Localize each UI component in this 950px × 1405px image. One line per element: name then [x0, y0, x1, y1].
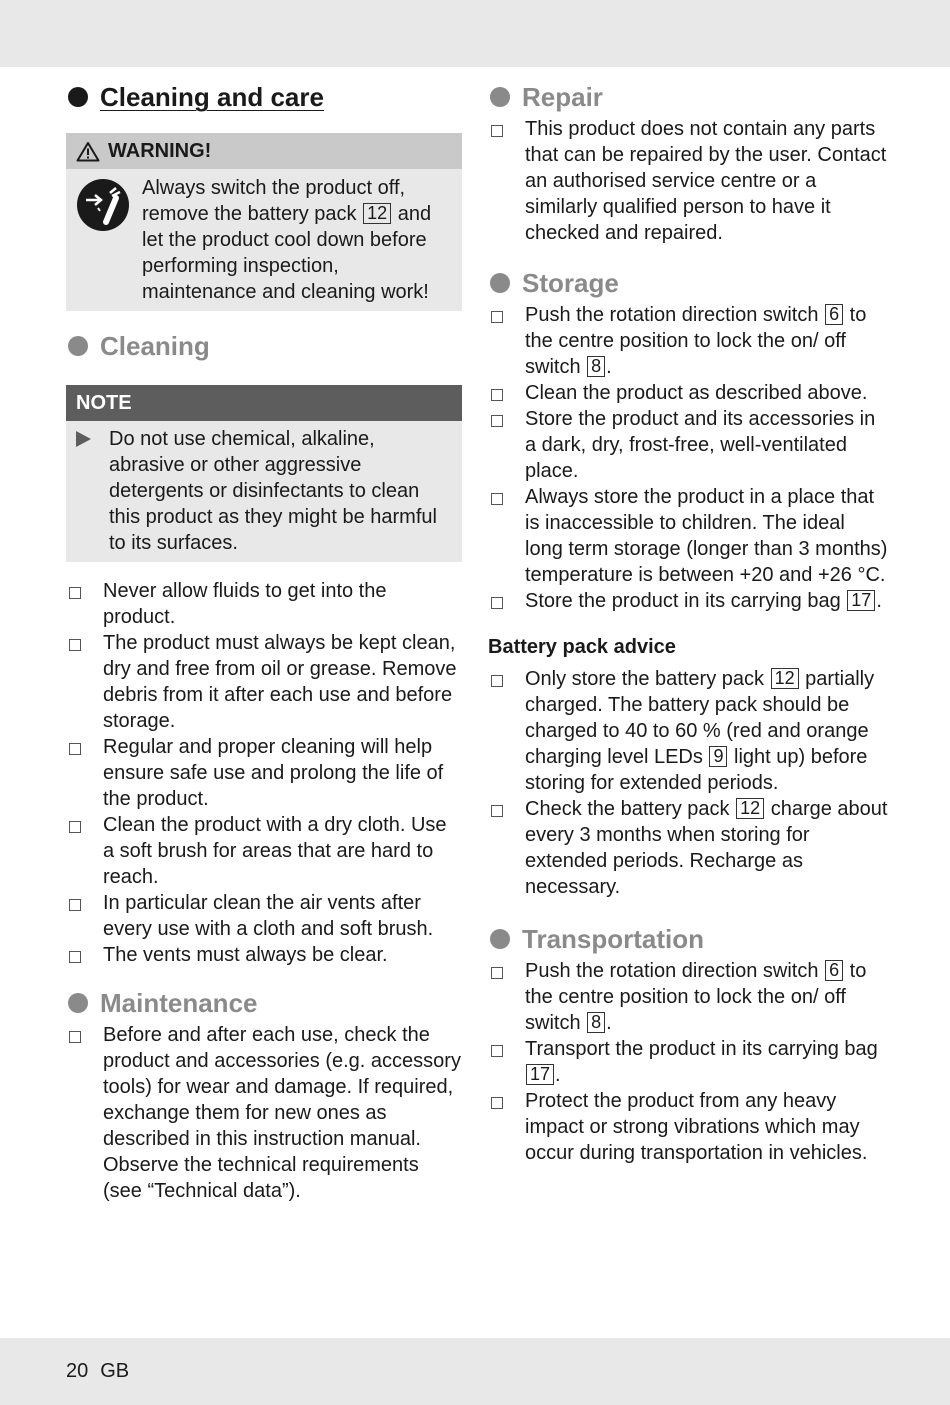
battery-list	[488, 666, 888, 900]
bullet-dot-icon	[68, 993, 88, 1013]
list-item: Push the rotation direction switch 6 to the centre position to lock the on/ off switch 8 .	[488, 302, 888, 380]
repair-list	[488, 116, 888, 246]
transport-list	[488, 958, 888, 1166]
list-item: Transport the product in its carrying bag 17 .	[488, 1036, 888, 1088]
list-item: The product must always be kept clean, dry and free from oil or grease. Remove debris from it after each use and before storage.	[66, 630, 462, 734]
part-ref: 12	[363, 203, 391, 224]
checkbox-bullet-icon	[491, 675, 503, 687]
checkbox-bullet-icon	[491, 493, 503, 505]
part-ref: 9	[709, 746, 727, 767]
maintenance-list	[66, 1022, 462, 1204]
left-column	[66, 78, 462, 1204]
checkbox-bullet-icon	[491, 967, 503, 979]
checkbox-bullet-icon	[69, 587, 81, 599]
storage-list	[488, 302, 888, 614]
warning-title: WARNING!	[108, 139, 212, 162]
warning-text: Always switch the product off, remove the battery pack 12 and let the product cool down before performing inspection, maintenance and cleaning work!	[142, 177, 432, 303]
checkbox-bullet-icon	[491, 125, 503, 137]
bullet-dot-icon	[68, 87, 88, 107]
checkbox-bullet-icon	[69, 743, 81, 755]
bullet-dot-icon	[490, 929, 510, 949]
warning-header	[66, 133, 462, 169]
checkbox-bullet-icon	[69, 639, 81, 651]
checkbox-bullet-icon	[491, 597, 503, 609]
checkbox-bullet-icon	[491, 389, 503, 401]
unplug-power-icon	[76, 178, 130, 232]
warning-triangle-icon	[76, 141, 100, 162]
warning-box	[66, 133, 462, 311]
bullet-dot-icon	[68, 336, 88, 356]
checkbox-bullet-icon	[69, 951, 81, 963]
note-box	[66, 385, 462, 562]
list-item: Never allow fluids to get into the product.	[66, 578, 462, 630]
bullet-dot-icon	[490, 273, 510, 293]
part-ref: 6	[825, 304, 843, 325]
part-ref: 8	[587, 1012, 605, 1033]
list-item: Clean the product as described above.	[488, 380, 888, 406]
checkbox-bullet-icon	[491, 1097, 503, 1109]
checkbox-bullet-icon	[491, 1045, 503, 1057]
top-band	[0, 0, 950, 67]
part-ref: 6	[825, 960, 843, 981]
bullet-dot-icon	[490, 87, 510, 107]
list-item: Push the rotation direction switch 6 to the centre position to lock the on/ off switch 8 .	[488, 958, 888, 1036]
section-heading-storage: Storage	[488, 264, 888, 302]
list-item: Check the battery pack 12 charge about every 3 months when storing for extended periods. Recharge as necessary.	[488, 796, 888, 900]
part-ref: 17	[847, 590, 875, 611]
section-heading-transportation: Transportation	[488, 920, 888, 958]
part-ref: 17	[526, 1064, 554, 1085]
cleaning-list	[66, 578, 462, 968]
list-item: Before and after each use, check the product and accessories (e.g. accessory tools) for wear and damage. If required, exchange them for new ones as described in this instruction manual. Observe the technical requirements (see “Technical data”).	[66, 1022, 462, 1204]
subheading-battery-pack-advice: Battery pack advice	[488, 636, 676, 658]
arrow-right-icon	[76, 431, 91, 447]
part-ref: 12	[736, 798, 764, 819]
language-code: GB	[100, 1360, 130, 1382]
list-item: Store the product and its accessories in a dark, dry, frost-free, well-ventilated place.	[488, 406, 888, 484]
right-column	[488, 78, 888, 1166]
list-item: Only store the battery pack 12 partially charged. The battery pack should be charged to 40 to 60 % (red and orange charging level LEDs 9 light up) before storing for extended periods.	[488, 666, 888, 796]
section-heading-cleaning-and-care: Cleaning and care	[66, 78, 462, 116]
checkbox-bullet-icon	[491, 805, 503, 817]
section-heading-repair: Repair	[488, 78, 888, 116]
warning-body	[66, 169, 462, 311]
checkbox-bullet-icon	[491, 311, 503, 323]
note-text: Do not use chemical, alkaline, abrasive or other aggressive detergents or disinfectants to clean this product as they might be harmful to its surfaces.	[109, 428, 437, 554]
section-heading-cleaning: Cleaning	[66, 327, 462, 365]
checkbox-bullet-icon	[69, 1031, 81, 1043]
checkbox-bullet-icon	[69, 821, 81, 833]
section-heading-maintenance: Maintenance	[66, 984, 462, 1022]
list-item: Clean the product with a dry cloth. Use a soft brush for areas that are hard to reach.	[66, 812, 462, 890]
list-item: The vents must always be clear.	[66, 942, 462, 968]
list-item: Always store the product in a place that is inaccessible to children. The ideal long term storage (longer than 3 months) temperature is between +20 and +26 °C.	[488, 484, 888, 588]
note-body	[66, 421, 462, 562]
checkbox-bullet-icon	[491, 415, 503, 427]
checkbox-bullet-icon	[69, 899, 81, 911]
page-footer	[66, 1360, 129, 1383]
list-item: This product does not contain any parts that can be repaired by the user. Contact an authorised service centre or a similarly qualified person to have it checked and repaired.	[488, 116, 888, 246]
bottom-band	[0, 1338, 950, 1405]
part-ref: 8	[587, 356, 605, 377]
list-item: Regular and proper cleaning will help ensure safe use and prolong the life of the product.	[66, 734, 462, 812]
page-number: 20	[66, 1360, 89, 1382]
part-ref: 12	[771, 668, 799, 689]
list-item: Store the product in its carrying bag 17 .	[488, 588, 888, 614]
list-item: Protect the product from any heavy impact or strong vibrations which may occur during transportation in vehicles.	[488, 1088, 888, 1166]
list-item: In particular clean the air vents after every use with a cloth and soft brush.	[66, 890, 462, 942]
note-header: NOTE	[66, 385, 462, 421]
